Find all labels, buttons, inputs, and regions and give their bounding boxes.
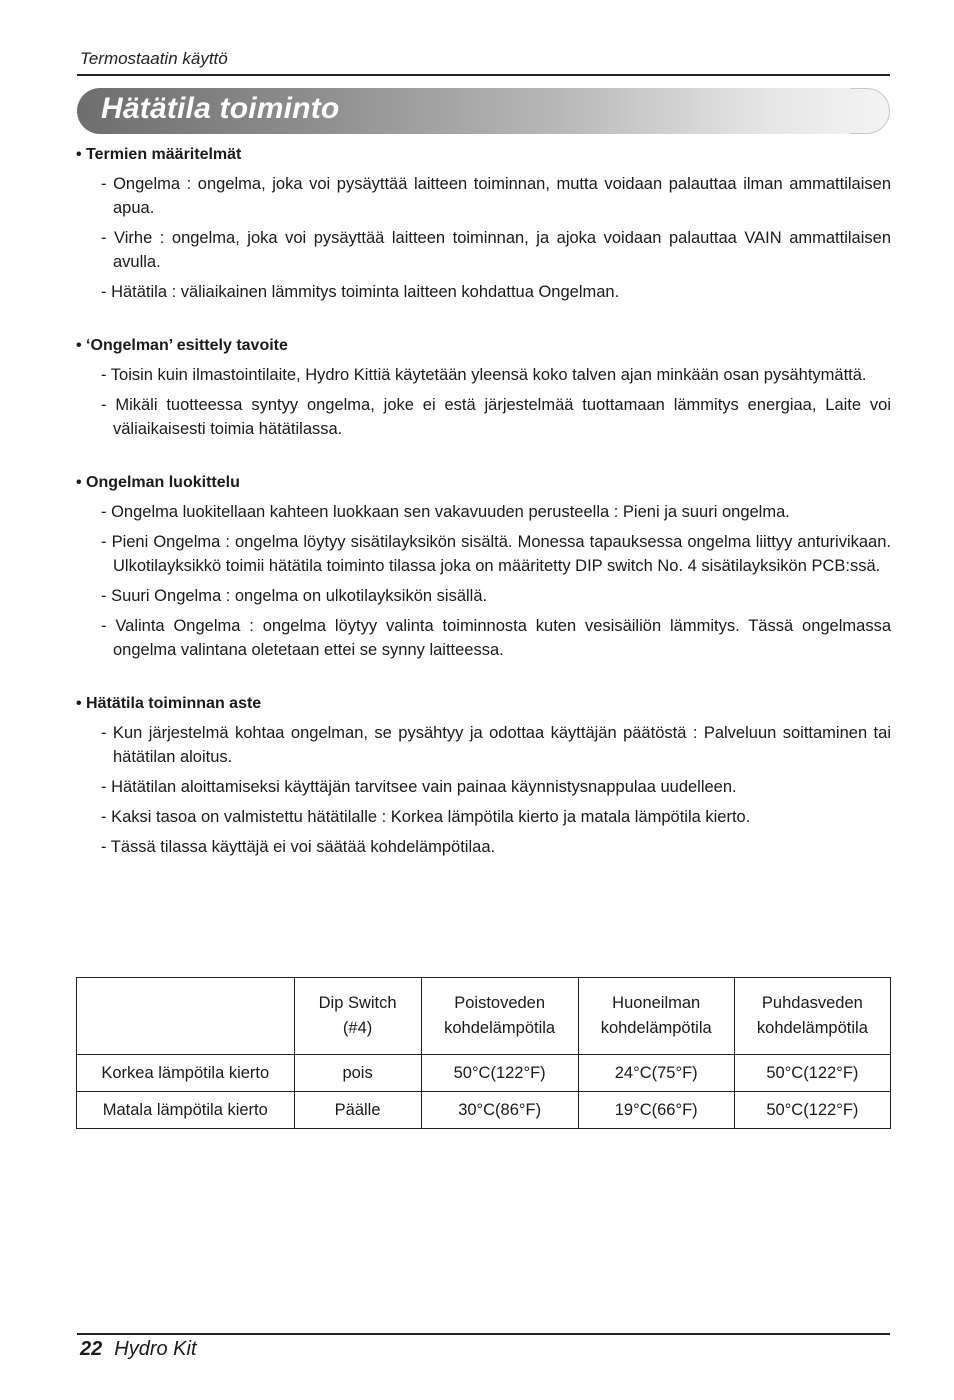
section-heading	[76, 144, 891, 165]
table-header-cell: Poistoveden kohdelämpötila	[421, 978, 578, 1055]
table-cell: pois	[294, 1055, 421, 1092]
bullet-marker: •	[76, 146, 87, 163]
emergency-mode-table	[76, 977, 891, 1129]
section-heading-text: ‘Ongelman’ esittely tavoite	[86, 337, 288, 354]
table-header-cell: Huoneilman kohdelämpötila	[578, 978, 734, 1055]
section-block	[76, 144, 891, 304]
section-heading	[76, 693, 891, 714]
section-block	[76, 693, 891, 859]
table-header-cell: Puhdasveden kohdelämpötila	[734, 978, 890, 1055]
product-name: Hydro Kit	[114, 1338, 197, 1360]
table-cell: 30°C(86°F)	[421, 1092, 578, 1129]
table-cell: Matala lämpötila kierto	[77, 1092, 295, 1129]
table-row	[77, 1092, 891, 1129]
list-item: - Mikäli tuotteessa syntyy ongelma, joke ei estä järjestelmää tuottamaan lämmitys energiaa, Laite voi väliaikaisesti toimia hätätilassa.	[101, 396, 891, 438]
section-block	[76, 335, 891, 441]
list-item: - Kaksi tasoa on valmistettu hätätilalle : Korkea lämpötila kierto ja matala lämpötila kierto.	[101, 808, 751, 826]
table-cell: 24°C(75°F)	[578, 1055, 734, 1092]
table-header-row	[77, 978, 891, 1055]
list-item: - Toisin kuin ilmastointilaite, Hydro Kittiä käytetään yleensä koko talven ajan minkään osan pysähtymättä.	[101, 366, 867, 384]
section-label: Termostaatin käyttö	[80, 49, 228, 68]
list-item: - Ongelma luokitellaan kahteen luokkaan sen vakavuuden perusteella : Pieni ja suuri ongelma.	[101, 503, 790, 521]
bottom-divider	[77, 1333, 890, 1335]
bullet-marker: •	[76, 337, 87, 354]
section-heading-text: Ongelman luokittelu	[86, 474, 240, 491]
title-banner	[77, 88, 890, 134]
section-block	[76, 472, 891, 662]
list-item: - Hätätilan aloittamiseksi käyttäjän tarvitsee vain painaa käynnistysnappulaa uudelleen.	[101, 778, 737, 796]
table-header-cell: Dip Switch (#4)	[294, 978, 421, 1055]
list-item: - Valinta Ongelma : ongelma löytyy valinta toiminnosta kuten vesisäiliön lämmitys. Tässä ongelmassa ongelma valintana oletetaan ettei se synny laitteessa.	[101, 617, 891, 659]
bullet-marker: •	[76, 695, 87, 712]
list-item: - Ongelma : ongelma, joka voi pysäyttää laitteen toiminnan, mutta voidaan palauttaa ilman ammattilaisen apua.	[101, 175, 891, 217]
section-heading-text: Termien määritelmät	[86, 146, 242, 163]
page-number: 22	[80, 1338, 103, 1360]
list-item: - Virhe : ongelma, joka voi pysäyttää laitteen toiminnan, ja ajoka voidaan palauttaa VAIN ammattilaisen avulla.	[101, 229, 891, 271]
section-heading	[76, 472, 891, 493]
list-item: - Kun järjestelmä kohtaa ongelman, se pysähtyy ja odottaa käyttäjän päätöstä : Palveluun soittaminen tai hätätilan aloitus.	[101, 724, 891, 766]
list-item: - Hätätila : väliaikainen lämmitys toiminta laitteen kohdattua Ongelman.	[101, 283, 620, 301]
section-heading	[76, 335, 891, 356]
list-item: - Pieni Ongelma : ongelma löytyy sisätilayksikön sisältä. Monessa tapauksessa ongelma liittyy anturivikaan. Ulkotilayksikkö toimii hätätila toiminto tilassa joka on määritetty DIP switch No. 4 sisätilayksikön PCB:ssä.	[101, 533, 891, 575]
list-item: - Suuri Ongelma : ongelma on ulkotilayksikön sisällä.	[101, 587, 488, 605]
main-content	[76, 144, 891, 890]
table-cell: Päälle	[294, 1092, 421, 1129]
page-title: Hätätila toiminto	[101, 92, 340, 125]
table-row	[77, 1055, 891, 1092]
table-cell: 50°C(122°F)	[734, 1055, 890, 1092]
section-heading-text: Hätätila toiminnan aste	[86, 695, 262, 712]
top-divider	[77, 74, 890, 76]
table-header-cell	[77, 978, 295, 1055]
table-cell: 19°C(66°F)	[578, 1092, 734, 1129]
bullet-marker: •	[76, 474, 87, 491]
page-footer	[80, 1338, 197, 1361]
table-cell: 50°C(122°F)	[734, 1092, 890, 1129]
list-item: - Tässä tilassa käyttäjä ei voi säätää kohdelämpötilaa.	[101, 838, 496, 856]
table-cell: 50°C(122°F)	[421, 1055, 578, 1092]
table-cell: Korkea lämpötila kierto	[77, 1055, 295, 1092]
